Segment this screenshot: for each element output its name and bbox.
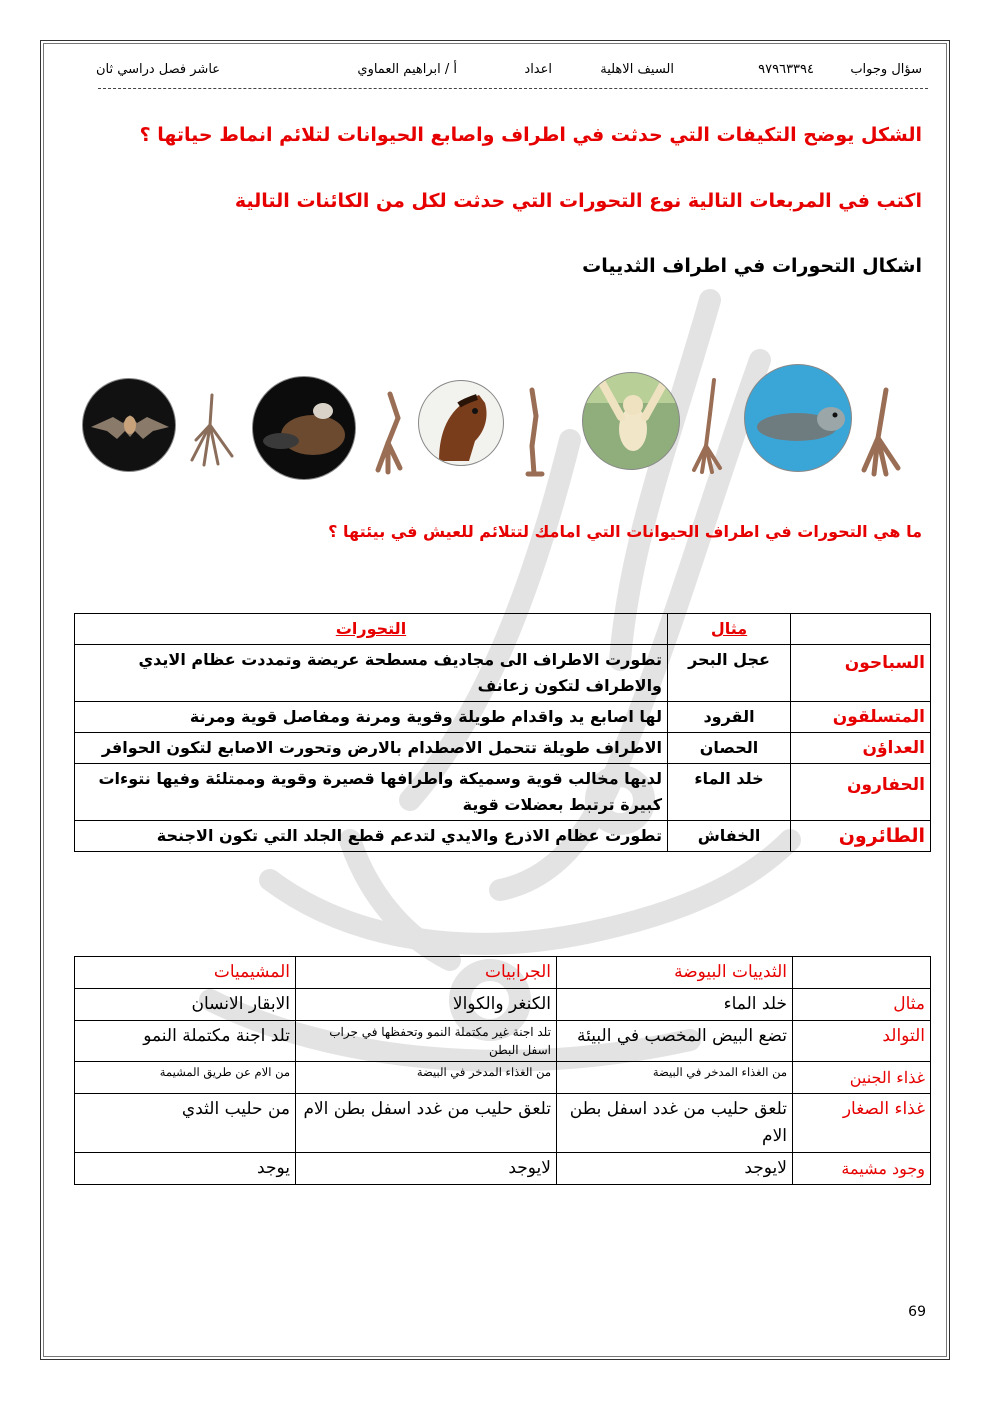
table-row <box>75 764 931 821</box>
table-header-empty <box>793 957 931 989</box>
header-marsupials: الجرابيات <box>296 957 557 989</box>
header-prepared-by: اعداد <box>524 62 552 77</box>
example-cell: خلد الماء <box>668 764 791 821</box>
modifications-table <box>74 613 931 852</box>
animals-strip <box>80 370 910 490</box>
table-cell: الكنغر والكوالا <box>296 989 557 1021</box>
table-header-modifications: التحورات <box>75 614 668 645</box>
header-placentals: المشيميات <box>75 957 296 989</box>
header-grade: عاشر فصل دراسي ثان <box>96 62 221 77</box>
example-cell: الحصان <box>668 733 791 764</box>
horse-photo <box>418 380 504 466</box>
bat-photo <box>82 378 176 472</box>
modification-cell: لها اصابع يد واقدام طويلة وقوية ومرنة ومفاصل قوية ومرنة <box>75 702 668 733</box>
seal-photo <box>744 364 852 472</box>
row-label: غذاء الصغار <box>793 1094 931 1153</box>
seal-limb-bone-icon <box>858 386 908 482</box>
modification-cell: الاطراف طويلة تتحمل الاصطدام بالارض وتحورت الاصابع لتكون الحوافر <box>75 733 668 764</box>
table-row <box>75 702 931 733</box>
table-cell: تلعق حليب من غدد اسفل بطن الام <box>296 1094 557 1153</box>
table-cell: يوجد <box>75 1153 296 1185</box>
table-cell: تضع البيض المخصب في البيئة <box>557 1021 793 1062</box>
modification-cell: تطورت الاطراف الى مجاديف مسطحة عريضة وتمددت عظام الايدي والاطراف لتكون زعانف <box>75 645 668 702</box>
table-header-row <box>75 957 931 989</box>
table-cell: تلعق حليب من غدد اسفل بطن الام <box>557 1094 793 1153</box>
group-cell: الحفارون <box>791 764 931 821</box>
platypus-photo <box>252 376 356 480</box>
table-header-row <box>75 614 931 645</box>
example-cell: القرود <box>668 702 791 733</box>
table-cell: خلد الماء <box>557 989 793 1021</box>
header-right-label: سؤال وجواب <box>850 62 922 77</box>
table-cell: لايوجد <box>296 1153 557 1185</box>
table-row <box>75 1062 931 1094</box>
table-row <box>75 733 931 764</box>
table-cell: تلد اجنة غير مكتملة النمو وتحفظها في جراب اسفل البطن <box>296 1021 557 1062</box>
horse-limb-bone-icon <box>514 386 554 482</box>
question-text: ما هي التحورات في اطراف الحيوانات التي امامك لتتلائم للعيش في بيئتها ؟ <box>328 522 922 541</box>
table-row <box>75 1094 931 1153</box>
table-cell: من الغذاء المدخر في البيضة <box>557 1062 793 1094</box>
group-cell: الطائرون <box>791 821 931 852</box>
header-school: السيف الاهلية <box>600 62 674 77</box>
title-mammal-limbs: اشكال التحورات في اطراف الثدييات <box>582 255 922 277</box>
table-row <box>75 645 931 702</box>
row-label: وجود مشيمة <box>793 1153 931 1185</box>
table-header-example: مثال <box>668 614 791 645</box>
header-monotremes: الثدييات البيوضة <box>557 957 793 989</box>
table-row <box>75 821 931 852</box>
group-cell: المتسلقون <box>791 702 931 733</box>
header-phone: ٩٧٩٦٣٣٩٤ <box>758 62 814 77</box>
group-cell: العداؤن <box>791 733 931 764</box>
gibbon-limb-bone-icon <box>684 376 730 476</box>
group-cell: السباحون <box>791 645 931 702</box>
bat-limb-bone-icon <box>182 390 242 470</box>
table-cell: الابقار الانسان <box>75 989 296 1021</box>
page-number: 69 <box>908 1304 926 1320</box>
table-cell: من حليب الثدي <box>75 1094 296 1153</box>
row-label: غذاء الجنين <box>793 1062 931 1094</box>
row-label: التوالد <box>793 1021 931 1062</box>
table-cell: لايوجد <box>557 1153 793 1185</box>
gibbon-photo <box>582 372 680 470</box>
title-instructions: اكتب في المربعات التالية نوع التحورات التي حدثت لكل من الكائنات التالية <box>234 190 922 212</box>
row-label: مثال <box>793 989 931 1021</box>
table-row <box>75 1021 931 1062</box>
mammal-types-table <box>74 956 931 1185</box>
table-row <box>75 1153 931 1185</box>
modification-cell: لديها مخالب قوية وسميكة واطرافها قصيرة وقوية وممتلئة وفيها نتوءات كبيرة ترتبط بعضلات قوية <box>75 764 668 821</box>
table-cell: من الام عن طريق المشيمة <box>75 1062 296 1094</box>
table-row <box>75 989 931 1021</box>
platypus-limb-bone-icon <box>368 388 418 478</box>
title-adaptations: الشكل يوضح التكيفات التي حدثت في اطراف واصابع الحيوانات لتلائم انماط حياتها ؟ <box>139 124 922 146</box>
example-cell: الخفاش <box>668 821 791 852</box>
table-cell: من الغذاء المدخر في البيضة <box>296 1062 557 1094</box>
example-cell: عجل البحر <box>668 645 791 702</box>
modification-cell: تطورت عظام الاذرع والايدي لتدعم قطع الجلد التي تكون الاجنحة <box>75 821 668 852</box>
table-header-empty <box>791 614 931 645</box>
header-teacher: أ / ابراهيم العماوي <box>357 62 457 77</box>
table-cell: تلد اجنة مكتملة النمو <box>75 1021 296 1062</box>
header-divider <box>98 88 928 89</box>
